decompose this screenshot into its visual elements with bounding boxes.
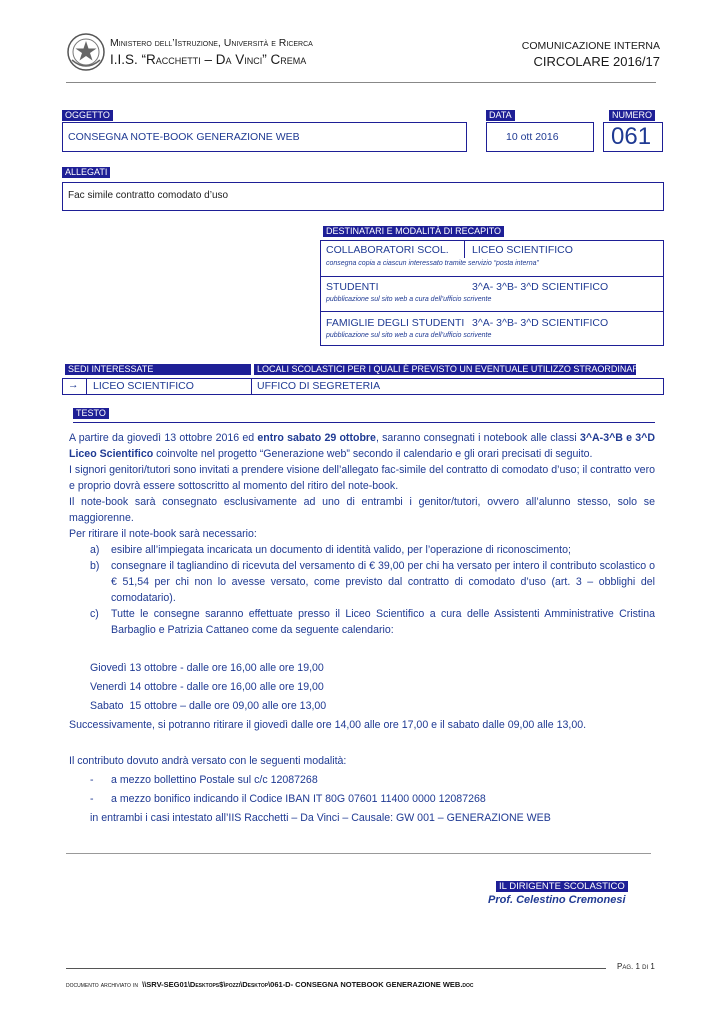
republic-emblem-icon [66,32,106,72]
oggetto-label: OGGETTO [62,110,113,121]
arrow-right-icon: → [68,379,79,391]
paragraph-7: in entrambi i casi intestato all’IIS Racchetti – Da Vinci – Causale: GW 001 – GENERAZIONE WEB [90,812,551,824]
oggetto-value: CONSEGNA NOTE-BOOK GENERAZIONE WEB [68,131,300,143]
numero-label: NUMERO [609,110,655,121]
dest-what-2: 3^A- 3^B- 3^D SCIENTIFICO [472,281,609,293]
testo-underline [73,422,655,423]
paragraph-4: Per ritirare il note-book sarà necessario: [69,528,257,540]
allegati-label: ALLEGATI [62,167,110,178]
dest-who-1: COLLABORATORI SCOL. [326,244,449,256]
paragraph-5: Successivamente, si potranno ritirare il giovedì dalle ore 14,00 alle ore 17,00 e il sabato dalle 09,00 alle 13,00. [69,719,587,731]
dest-divider [464,240,465,258]
archive-path [66,980,474,989]
calendar-line: Sabato 15 ottobre – dalle ore 09,00 alle ore 13,00 [90,700,327,712]
dest-row-line-1 [320,276,664,277]
body-text [69,430,655,826]
allegati-value: Fac simile contratto comodato d’uso [68,190,229,201]
list-item: b) consegnare il tagliandino di ricevuta del versamento di € 39,00 per chi ha versato per intero il contributo scolastico o € 51,54 per chi non lo avesse versato, come previsto dal contratto di comodato d’uso (art. 3 – obblighi del comodatario). [90,560,655,604]
calendar-line: Giovedì 13 ottobre - dalle ore 16,00 alle ore 19,00 [90,662,324,674]
footer-line [66,968,606,969]
signature-label: IL DIRIGENTE SCOLASTICO [496,881,628,892]
sede-value: LICEO SCIENTIFICO [93,380,194,392]
paragraph-2: I signori genitori/tutori sono invitati a prendere visione dell’allegato fac-simile del contratto di comodato d’uso; il contratto vero e proprio dovrà essere sottoscritto al momento del ritiro del note-book. [69,464,655,492]
dest-note-2: pubblicazione sul sito web a cura dell’ufficio scrivente [326,296,492,303]
dest-note-3: pubblicazione sul sito web a cura dell’ufficio scrivente [326,332,492,339]
signature-name: Prof. Celestino Cremonesi [488,894,626,906]
page-number: Pag. 1 di 1 [617,962,655,971]
archive-path-prefix: documento archiviato in [66,980,143,989]
paragraph-1: A partire da giovedì 13 ottobre 2016 ed entro sabato 29 ottobre, saranno consegnati i notebook alle classi 3^A-3^B e 3^D Liceo Scientifico coinvolte nel progetto “Generazione web” secondo il calendario e gli orari precisati di seguito. [69,432,655,460]
numero-value: 061 [611,123,652,150]
sedi-col-divider-2 [251,378,252,395]
circolare: CIRCOLARE 2016/17 [533,54,660,69]
header-divider [66,82,656,83]
dest-who-2: STUDENTI [326,281,379,293]
data-label: DATA [486,110,515,121]
dest-note-1: consegna copia a ciascun interessato tramite servizio “posta interna” [326,260,539,267]
dest-what-3: 3^A- 3^B- 3^D SCIENTIFICO [472,317,609,329]
testo-label: TESTO [73,408,109,419]
dest-what-1: LICEO SCIENTIFICO [472,244,573,256]
dest-row-line-2 [320,311,664,312]
school-name: I.I.S. “Racchetti – Da Vinci” Crema [110,52,307,67]
locali-label: LOCALI SCOLASTICI PER I QUALI È PREVISTO UN EVENTUALE UTILIZZO STRAORDINARIO [254,364,636,375]
body-end-divider [66,853,651,854]
sedi-col-divider [86,378,87,395]
paragraph-3: Il note-book sarà consegnato esclusivamente ad uno di entrambi i genitor/tutori, ovvero all’alunno stesso, solo se maggiorenne. [69,496,655,524]
paragraph-6: Il contributo dovuto andrà versato con le seguenti modalità: [69,755,347,767]
dest-who-3: FAMIGLIE DEGLI STUDENTI [326,317,465,329]
ministry-name: Ministero dell’Istruzione, Università e Ricerca [110,37,313,49]
list-item: - a mezzo bollettino Postale sul c/c 12087268 [90,774,318,786]
locale-value: UFFICO DI SEGRETERIA [257,380,381,392]
calendar-line: Venerdì 14 ottobre - dalle ore 16,00 alle ore 19,00 [90,681,324,693]
list-item: a) esibire all’impiegata incaricata un documento di identità valido, per l’operazione di riconoscimento; [90,544,571,556]
list-item: c) Tutte le consegne saranno effettuate presso il Liceo Scientifico a cura delle Assistenti Amministrative Cristina Barbaglio e Patrizia Cattaneo come da seguente calendario: [90,608,655,636]
data-value: 10 ott 2016 [506,131,559,143]
destinatari-label: DESTINATARI E MODALITÀ DI RECAPITO [323,226,504,237]
sedi-label: SEDI INTERESSATE [65,364,251,375]
list-item: - a mezzo bonifico indicando il Codice IBAN IT 80G 07601 11400 0000 12087268 [90,793,486,805]
comm-type: COMUNICAZIONE INTERNA [521,40,660,52]
archive-path-value: \\SRV-SEG01\Desktops$\pozzi\Desktop\061-D- CONSEGNA NOTEBOOK GENERAZIONE WEB.doc [142,980,474,989]
